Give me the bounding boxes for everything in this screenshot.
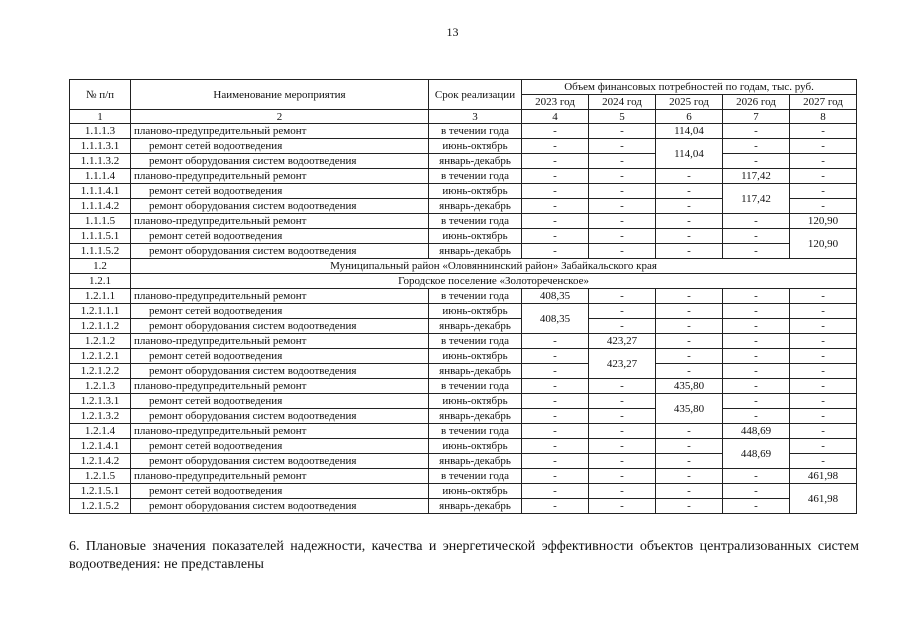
column-index: 5 xyxy=(589,110,656,124)
measure-name: ремонт оборудования систем водоотведения xyxy=(131,154,429,169)
year-value: - xyxy=(589,424,656,439)
measure-name: ремонт сетей водоотведения xyxy=(131,394,429,409)
year-value: - xyxy=(522,229,589,244)
table-row xyxy=(70,394,857,409)
year-value: - xyxy=(522,364,589,379)
implementation-period: в течении года xyxy=(429,169,522,184)
year-value: - xyxy=(656,244,723,259)
year-value: - xyxy=(589,439,656,454)
year-value: - xyxy=(790,304,857,319)
year-value: - xyxy=(790,184,857,199)
year-value: - xyxy=(790,154,857,169)
row-number: 1.1.1.3.1 xyxy=(70,139,131,154)
year-value: - xyxy=(723,334,790,349)
section-6-text: 6. Плановые значения показателей надежности, качества и энергетической эффективности объектов централизованных систем водоотведения: не представлены xyxy=(69,539,859,572)
measure-name: ремонт оборудования систем водоотведения xyxy=(131,319,429,334)
year-value: - xyxy=(522,184,589,199)
year-value: - xyxy=(589,409,656,424)
column-index: 7 xyxy=(723,110,790,124)
row-number: 1.1.1.5 xyxy=(70,214,131,229)
implementation-period: январь-декабрь xyxy=(429,244,522,259)
year-value: - xyxy=(522,349,589,364)
table-row xyxy=(70,244,857,259)
table-row xyxy=(70,484,857,499)
column-index: 2 xyxy=(131,110,429,124)
table-row xyxy=(70,229,857,244)
table-row xyxy=(70,349,857,364)
year-value: - xyxy=(656,499,723,514)
year-value: 408,35 xyxy=(522,304,589,334)
measure-name: планово-предупредительный ремонт xyxy=(131,214,429,229)
section-title: Муниципальный район «Оловяннинский район» Забайкальского края xyxy=(131,259,857,274)
year-value: - xyxy=(656,484,723,499)
measure-name: планово-предупредительный ремонт xyxy=(131,169,429,184)
measure-name: ремонт оборудования систем водоотведения xyxy=(131,199,429,214)
column-index: 3 xyxy=(429,110,522,124)
table-row xyxy=(70,139,857,154)
year-value: - xyxy=(790,409,857,424)
measure-name: планово-предупредительный ремонт xyxy=(131,334,429,349)
year-value: - xyxy=(656,424,723,439)
year-value: - xyxy=(589,154,656,169)
header-financial-group: Объем финансовых потребностей по годам, тыс. руб. xyxy=(522,80,857,95)
measure-name: планово-предупредительный ремонт xyxy=(131,124,429,139)
section-title: Городское поселение «Золотореченское» xyxy=(131,274,857,289)
implementation-period: январь-декабрь xyxy=(429,364,522,379)
measure-name: планово-предупредительный ремонт xyxy=(131,379,429,394)
year-value: - xyxy=(589,169,656,184)
year-value: - xyxy=(589,229,656,244)
year-value: - xyxy=(790,379,857,394)
header-name: Наименование мероприятия xyxy=(131,80,429,110)
table-row xyxy=(70,169,857,184)
table-row xyxy=(70,214,857,229)
financial-needs-table xyxy=(69,79,857,514)
year-value: - xyxy=(522,154,589,169)
year-value: - xyxy=(522,499,589,514)
row-number: 1.2.1.1.1 xyxy=(70,304,131,319)
year-value: 461,98 xyxy=(790,484,857,514)
measure-name: планово-предупредительный ремонт xyxy=(131,424,429,439)
year-value: - xyxy=(522,124,589,139)
year-value: 114,04 xyxy=(656,124,723,139)
year-value: - xyxy=(723,364,790,379)
year-value: - xyxy=(656,184,723,199)
year-value: - xyxy=(656,319,723,334)
measure-name: ремонт оборудования систем водоотведения xyxy=(131,409,429,424)
table-row xyxy=(70,364,857,379)
year-value: - xyxy=(723,244,790,259)
year-value: - xyxy=(656,364,723,379)
implementation-period: январь-декабрь xyxy=(429,454,522,469)
year-value: - xyxy=(723,289,790,304)
row-number: 1.2.1.5 xyxy=(70,469,131,484)
year-value: - xyxy=(589,304,656,319)
measure-name: ремонт сетей водоотведения xyxy=(131,349,429,364)
measure-name: ремонт сетей водоотведения xyxy=(131,229,429,244)
implementation-period: январь-декабрь xyxy=(429,499,522,514)
year-value: - xyxy=(790,199,857,214)
year-value: - xyxy=(790,364,857,379)
table-row xyxy=(70,304,857,319)
implementation-period: в течении года xyxy=(429,334,522,349)
year-value: - xyxy=(589,139,656,154)
year-value: - xyxy=(522,379,589,394)
table-row xyxy=(70,409,857,424)
year-value: - xyxy=(522,484,589,499)
year-value: - xyxy=(589,454,656,469)
measure-name: ремонт сетей водоотведения xyxy=(131,139,429,154)
table-row xyxy=(70,379,857,394)
year-value: - xyxy=(589,289,656,304)
year-value: - xyxy=(790,454,857,469)
row-number: 1.2.1.2.2 xyxy=(70,364,131,379)
header-year: 2024 год xyxy=(589,95,656,110)
year-value: 435,80 xyxy=(656,394,723,424)
table-row xyxy=(70,154,857,169)
column-index: 1 xyxy=(70,110,131,124)
year-value: - xyxy=(589,394,656,409)
year-value: - xyxy=(656,304,723,319)
implementation-period: июнь-октябрь xyxy=(429,229,522,244)
year-value: 435,80 xyxy=(656,379,723,394)
year-value: 448,69 xyxy=(723,424,790,439)
year-value: 423,27 xyxy=(589,334,656,349)
year-value: - xyxy=(723,484,790,499)
year-value: 117,42 xyxy=(723,184,790,214)
year-value: - xyxy=(723,139,790,154)
year-value: - xyxy=(522,199,589,214)
year-value: - xyxy=(589,184,656,199)
table-row xyxy=(70,469,857,484)
table-row xyxy=(70,184,857,199)
row-number: 1.2 xyxy=(70,259,131,274)
year-value: - xyxy=(723,394,790,409)
year-value: 117,42 xyxy=(723,169,790,184)
year-value: - xyxy=(723,229,790,244)
implementation-period: январь-декабрь xyxy=(429,319,522,334)
year-value: 120,90 xyxy=(790,229,857,259)
year-value: - xyxy=(522,454,589,469)
year-value: - xyxy=(522,424,589,439)
year-value: - xyxy=(723,499,790,514)
row-number: 1.1.1.3.2 xyxy=(70,154,131,169)
row-number: 1.2.1.4.2 xyxy=(70,454,131,469)
year-value: - xyxy=(522,469,589,484)
year-value: - xyxy=(656,214,723,229)
year-value: - xyxy=(656,229,723,244)
year-value: 423,27 xyxy=(589,349,656,379)
row-number: 1.1.1.5.1 xyxy=(70,229,131,244)
measure-name: ремонт оборудования систем водоотведения xyxy=(131,499,429,514)
implementation-period: январь-декабрь xyxy=(429,199,522,214)
year-value: - xyxy=(522,409,589,424)
row-number: 1.2.1.5.2 xyxy=(70,499,131,514)
implementation-period: июнь-октябрь xyxy=(429,184,522,199)
measure-name: ремонт оборудования систем водоотведения xyxy=(131,244,429,259)
year-value: - xyxy=(589,379,656,394)
year-value: - xyxy=(656,454,723,469)
implementation-period: июнь-октябрь xyxy=(429,139,522,154)
year-value: - xyxy=(522,439,589,454)
implementation-period: в течении года xyxy=(429,289,522,304)
year-value: - xyxy=(522,139,589,154)
header-year: 2023 год xyxy=(522,95,589,110)
header-period: Срок реализации xyxy=(429,80,522,110)
year-value: 120,90 xyxy=(790,214,857,229)
page-number: 13 xyxy=(446,25,459,39)
year-value: - xyxy=(589,499,656,514)
year-value: - xyxy=(656,289,723,304)
year-value: - xyxy=(790,289,857,304)
row-number: 1.2.1.5.1 xyxy=(70,484,131,499)
header-year: 2025 год xyxy=(656,95,723,110)
row-number: 1.2.1.3.1 xyxy=(70,394,131,409)
year-value: - xyxy=(589,484,656,499)
measure-name: ремонт сетей водоотведения xyxy=(131,484,429,499)
year-value: - xyxy=(790,319,857,334)
year-value: - xyxy=(656,169,723,184)
row-number: 1.1.1.3 xyxy=(70,124,131,139)
year-value: - xyxy=(723,379,790,394)
implementation-period: июнь-октябрь xyxy=(429,394,522,409)
year-value: - xyxy=(723,214,790,229)
year-value: 448,69 xyxy=(723,439,790,469)
year-value: - xyxy=(522,334,589,349)
row-number: 1.1.1.5.2 xyxy=(70,244,131,259)
measure-name: ремонт оборудования систем водоотведения xyxy=(131,454,429,469)
measure-name: ремонт сетей водоотведения xyxy=(131,439,429,454)
year-value: - xyxy=(522,214,589,229)
year-value: - xyxy=(656,334,723,349)
header-year: 2026 год xyxy=(723,95,790,110)
implementation-period: в течении года xyxy=(429,214,522,229)
implementation-period: в течении года xyxy=(429,469,522,484)
implementation-period: январь-декабрь xyxy=(429,409,522,424)
year-value: 114,04 xyxy=(656,139,723,169)
row-number: 1.2.1.1 xyxy=(70,289,131,304)
row-number: 1.2.1.2.1 xyxy=(70,349,131,364)
table-row xyxy=(70,289,857,304)
year-value: - xyxy=(723,124,790,139)
table-row xyxy=(70,424,857,439)
implementation-period: июнь-октябрь xyxy=(429,484,522,499)
row-number: 1.1.1.4.1 xyxy=(70,184,131,199)
column-index: 6 xyxy=(656,110,723,124)
section-row xyxy=(70,274,857,289)
year-value: - xyxy=(723,349,790,364)
year-value: - xyxy=(656,349,723,364)
table-row xyxy=(70,499,857,514)
year-value: - xyxy=(656,469,723,484)
year-value: - xyxy=(656,199,723,214)
year-value: - xyxy=(723,409,790,424)
year-value: - xyxy=(589,244,656,259)
row-number: 1.2.1.4 xyxy=(70,424,131,439)
measure-name: планово-предупредительный ремонт xyxy=(131,469,429,484)
year-value: - xyxy=(790,124,857,139)
row-number: 1.1.1.4.2 xyxy=(70,199,131,214)
year-value: - xyxy=(589,199,656,214)
row-number: 1.2.1.3.2 xyxy=(70,409,131,424)
table-row xyxy=(70,124,857,139)
year-value: - xyxy=(790,334,857,349)
year-value: - xyxy=(723,469,790,484)
implementation-period: в течении года xyxy=(429,124,522,139)
measure-name: ремонт сетей водоотведения xyxy=(131,304,429,319)
year-value: - xyxy=(790,439,857,454)
year-value: - xyxy=(790,424,857,439)
row-number: 1.2.1.1.2 xyxy=(70,319,131,334)
year-value: - xyxy=(522,394,589,409)
year-value: - xyxy=(790,169,857,184)
year-value: - xyxy=(589,469,656,484)
year-value: - xyxy=(656,439,723,454)
implementation-period: июнь-октябрь xyxy=(429,439,522,454)
table-row xyxy=(70,319,857,334)
column-index: 8 xyxy=(790,110,857,124)
header-year: 2027 год xyxy=(790,95,857,110)
row-number: 1.2.1.3 xyxy=(70,379,131,394)
year-value: 408,35 xyxy=(522,289,589,304)
row-number: 1.2.1.2 xyxy=(70,334,131,349)
year-value: - xyxy=(723,304,790,319)
year-value: - xyxy=(589,214,656,229)
implementation-period: в течении года xyxy=(429,424,522,439)
column-index: 4 xyxy=(522,110,589,124)
implementation-period: июнь-октябрь xyxy=(429,349,522,364)
section-row xyxy=(70,259,857,274)
row-number: 1.1.1.4 xyxy=(70,169,131,184)
implementation-period: июнь-октябрь xyxy=(429,304,522,319)
implementation-period: в течении года xyxy=(429,379,522,394)
year-value: 461,98 xyxy=(790,469,857,484)
table-row xyxy=(70,334,857,349)
year-value: - xyxy=(723,154,790,169)
year-value: - xyxy=(790,349,857,364)
row-number: 1.2.1 xyxy=(70,274,131,289)
header-num: № п/п xyxy=(70,80,131,110)
year-value: - xyxy=(723,319,790,334)
implementation-period: январь-декабрь xyxy=(429,154,522,169)
measure-name: ремонт оборудования систем водоотведения xyxy=(131,364,429,379)
measure-name: ремонт сетей водоотведения xyxy=(131,184,429,199)
row-number: 1.2.1.4.1 xyxy=(70,439,131,454)
measure-name: планово-предупредительный ремонт xyxy=(131,289,429,304)
year-value: - xyxy=(790,139,857,154)
year-value: - xyxy=(589,124,656,139)
year-value: - xyxy=(589,319,656,334)
year-value: - xyxy=(790,394,857,409)
table-row xyxy=(70,439,857,454)
year-value: - xyxy=(522,169,589,184)
year-value: - xyxy=(522,244,589,259)
